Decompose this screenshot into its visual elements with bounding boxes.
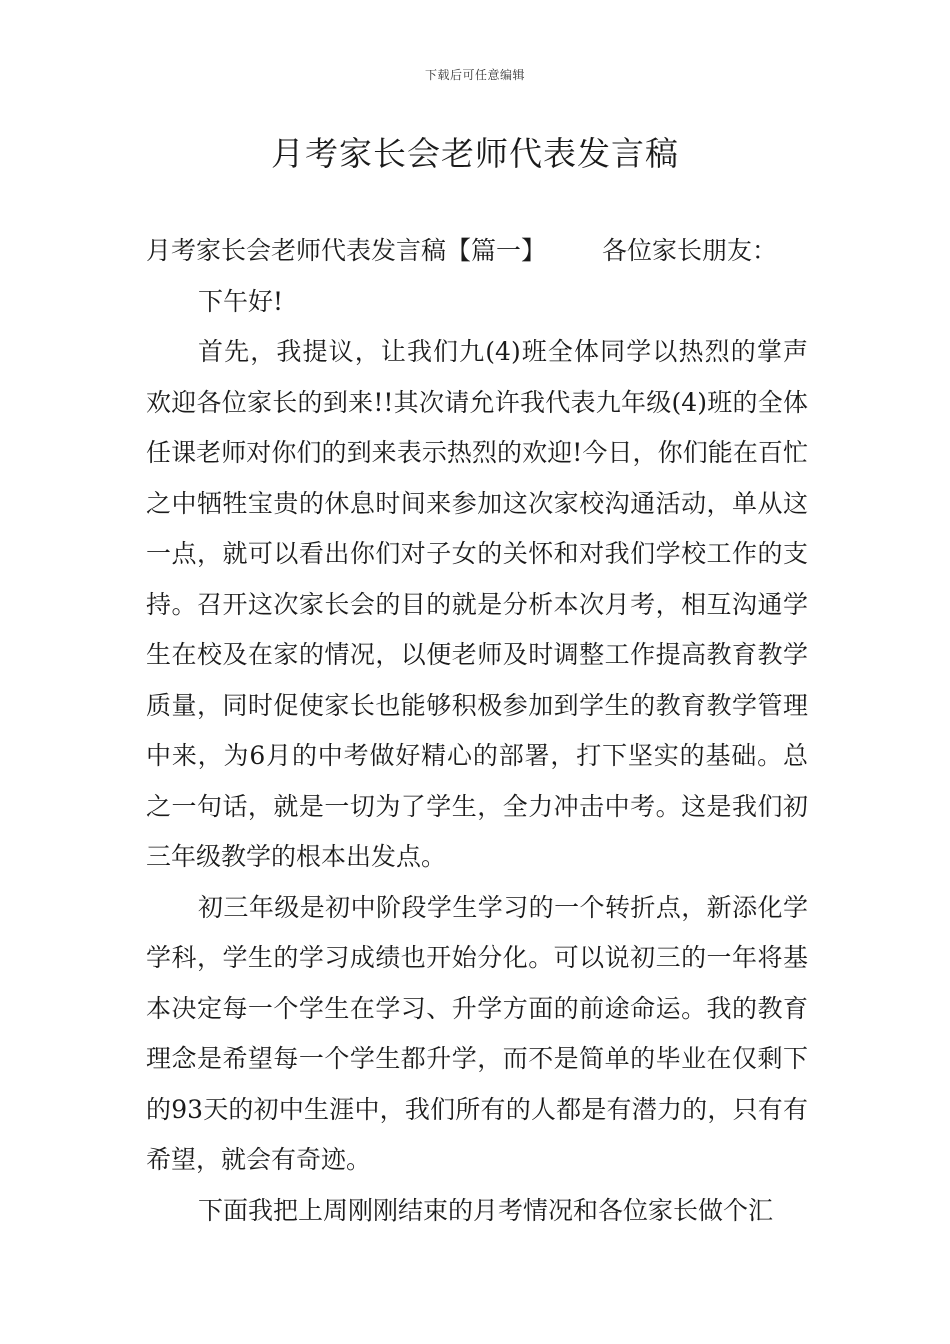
opening-line bbox=[146, 226, 808, 277]
salutation: 各位家长朋友： bbox=[602, 236, 778, 265]
paragraph-greeting: 下午好! bbox=[198, 286, 284, 316]
section-heading: 月考家长会老师代表发言稿【篇一】 bbox=[146, 236, 547, 265]
paragraph-welcome: 首先，我提议，让我们九(4)班全体同学以热烈的掌声欢迎各位家长的到来!!其次请允许我代表九年级(4)班的全体任课老师对你们的到来表示热烈的欢迎!今日，你们能在百忙之中牺牲宝贵的休息时间来参加这次家校沟通活动，单从这一点，就可以看出你们对子女的关怀和对我们学校工作的支持。召开这次家长会的目的就是分析本次月考，相互沟通学生在校及在家的情况，以便老师及时调整工作提高教育教学质量，同时促使家长也能够积极参加到学生的教育教学管理中来，为6月的中考做好精心的部署，打下坚实的基础。总之一句话，就是一切为了学生，全力冲击中考。这是我们初三年级教学的根本出发点。 bbox=[146, 337, 808, 871]
paragraph-exam-report: 下面我把上周刚刚结束的月考情况和各位家长做个汇 bbox=[198, 1195, 774, 1225]
header-note: 下载后可任意编辑 bbox=[424, 68, 525, 82]
document-title: 月考家长会老师代表发言稿 bbox=[271, 134, 679, 173]
paragraph-grade-three: 初三年级是初中阶段学生学习的一个转折点，新添化学学科，学生的学习成绩也开始分化。可以说初三的一年将基本决定每一个学生在学习、升学方面的前途命运。我的教育理念是希望每一个学生都升学，而不是简单的毕业在仅剩下的93天的初中生涯中，我们所有的人都是有潜力的，只有有希望，就会有奇迹。 bbox=[146, 892, 808, 1174]
document-body bbox=[146, 226, 808, 1236]
